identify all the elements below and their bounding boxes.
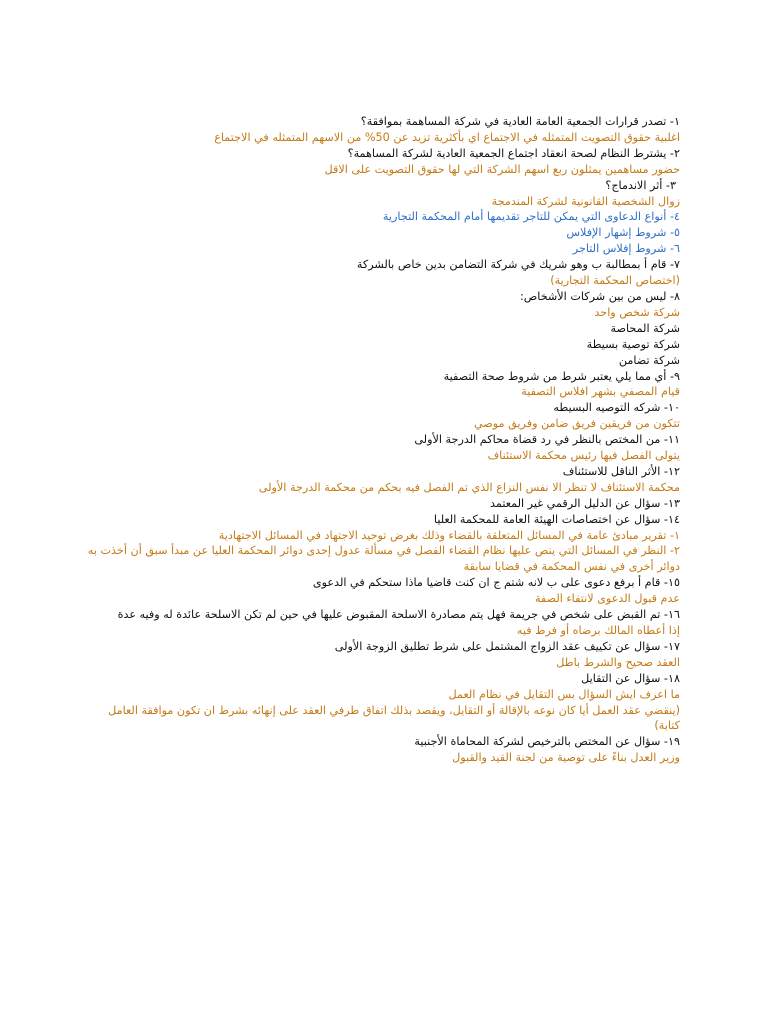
option-8-4: شركة تضامن [618, 353, 680, 367]
answer-15: عدم قبول الدعوى لانتفاء الصفة [534, 592, 680, 606]
answer-14-2: ٢- النظر في المسائل التي ينص عليها نظام القضاء الفصل في مسألة عدول إحدى دوائر المحكمة العليا عن مبدأ سبق أن أخذت به دوائر أخرى في نفس المحكمة في قضايا سابقة [87, 544, 680, 574]
question-9: ٩- أي مما يلي يعتبر شرط من شروط صحة التصفية [443, 369, 680, 383]
answer-1: اغلبية حقوق التصويت المتمثله في الاجتماع اي بأكثرية تزيد عن 50% من الاسهم المتمثله في الاجتماع [214, 130, 680, 144]
question-5: ٥- شروط إشهار الإفلاس [566, 226, 680, 240]
question-18: ١٨- سؤال عن التقايل [581, 671, 680, 685]
answer-16: إذا أعطاه المالك برضاه أو فرط فيه [516, 624, 680, 637]
option-8-3: شركة توصية بسيطة [586, 337, 680, 351]
question-13: ١٣- سؤال عن الدليل الرقمي غير المعتمد [490, 496, 680, 510]
question-2: ٢- يشترط النظام لصحة انعقاد اجتماع الجمعية العادية لشركة المساهمة؟ [347, 146, 680, 160]
question-7: ٧- قام أ بمطالبة ب وهو شريك في شركة التضامن بدين خاص بالشركة [356, 258, 680, 272]
answer-12: محكمة الاستئناف لا تنظر الا نفس النزاع الذي تم الفصل فيه بحكم من محكمة الدرجة الأولى [258, 480, 680, 494]
answer-18-note: ما اعرف ايش السؤال بس التقايل في نظام العمل [448, 687, 680, 701]
question-19: ١٩- سؤال عن المختص بالترخيص لشركة المحاماة الأجنبية [414, 735, 680, 749]
question-17: ١٧- سؤال عن تكييف عقد الزواج المشتمل على شرط تطليق الزوجة الأولى [334, 639, 680, 653]
question-12: ١٢- الأثر الناقل للاستئناف [562, 464, 680, 478]
answer-10: تتكون من فريقين فريق ضامن وفريق موصي [473, 417, 680, 431]
question-14: ١٤- سؤال عن اختصاصات الهيئة العامة للمحكمة العليا [433, 512, 680, 526]
answer-18: (ينقضي عقد العمل أيا كان نوعه بالإقالة أو التقايل، ويقصد بذلك اتفاق طرفي العقد على إنهائه بشرط ان تكون موافقة العامل كتابة) [108, 703, 680, 733]
question-1: ١- تصدر قرارات الجمعية العامة العادية في شركة المساهمة بموافقة؟ [360, 115, 680, 128]
answer-17: العقد صحيح والشرط باطل [556, 655, 680, 669]
question-16: ١٦- تم القبض على شخص في جريمة فهل يتم مصادرة الاسلحة المقبوض عليها في حين لم تكن الاسلحة عائدة له وفيه عدة [117, 608, 680, 622]
answer-8-correct: شركة شخص واحد [594, 305, 680, 319]
answer-3: زوال الشخصية القانونية لشركة المندمجة [491, 194, 680, 208]
answer-7: (اختصاص المحكمة التجارية) [550, 274, 680, 288]
question-6: ٦- شروط إفلاس التاجر [572, 242, 680, 256]
question-3: ٣- أثر الاندماج؟ [605, 178, 676, 192]
question-11: ١١- من المختص بالنظر في رد قضاة محاكم الدرجة الأولى [414, 433, 680, 447]
question-4: ٤- أنواع الدعاوى التي يمكن للتاجر تقديمها أمام المحكمة التجارية [382, 210, 680, 224]
question-10: ١٠- شركه التوصيه البسيطه [553, 401, 680, 415]
answer-9: قيام المصفي بشهر افلاس التصفية [521, 385, 680, 399]
document-body [80, 114, 680, 766]
answer-2: حضور مساهمين يمثلون ربع اسهم الشركة التي لها حقوق التصويت على الاقل [324, 162, 680, 176]
question-15: ١٥- قام أ برفع دعوى على ب لانه شتم ج ان كنت قاضيا ماذا ستحكم في الدعوى [312, 576, 680, 590]
question-8: ٨- ليس من بين شركات الأشخاص: [520, 289, 680, 303]
answer-14-1: ١- تقرير مبادئ عامة في المسائل المتعلقة بالقضاء وذلك بغرض توحيد الاجتهاد في المسائل الاجتهادية [218, 528, 680, 542]
answer-19: وزير العدل بناءً على توصية من لجنة القيد والقبول [452, 751, 680, 765]
option-8-2: شركة المحاصة [610, 321, 680, 335]
answer-11: يتولى الفصل فيها رئيس محكمة الاستئناف [487, 449, 680, 463]
